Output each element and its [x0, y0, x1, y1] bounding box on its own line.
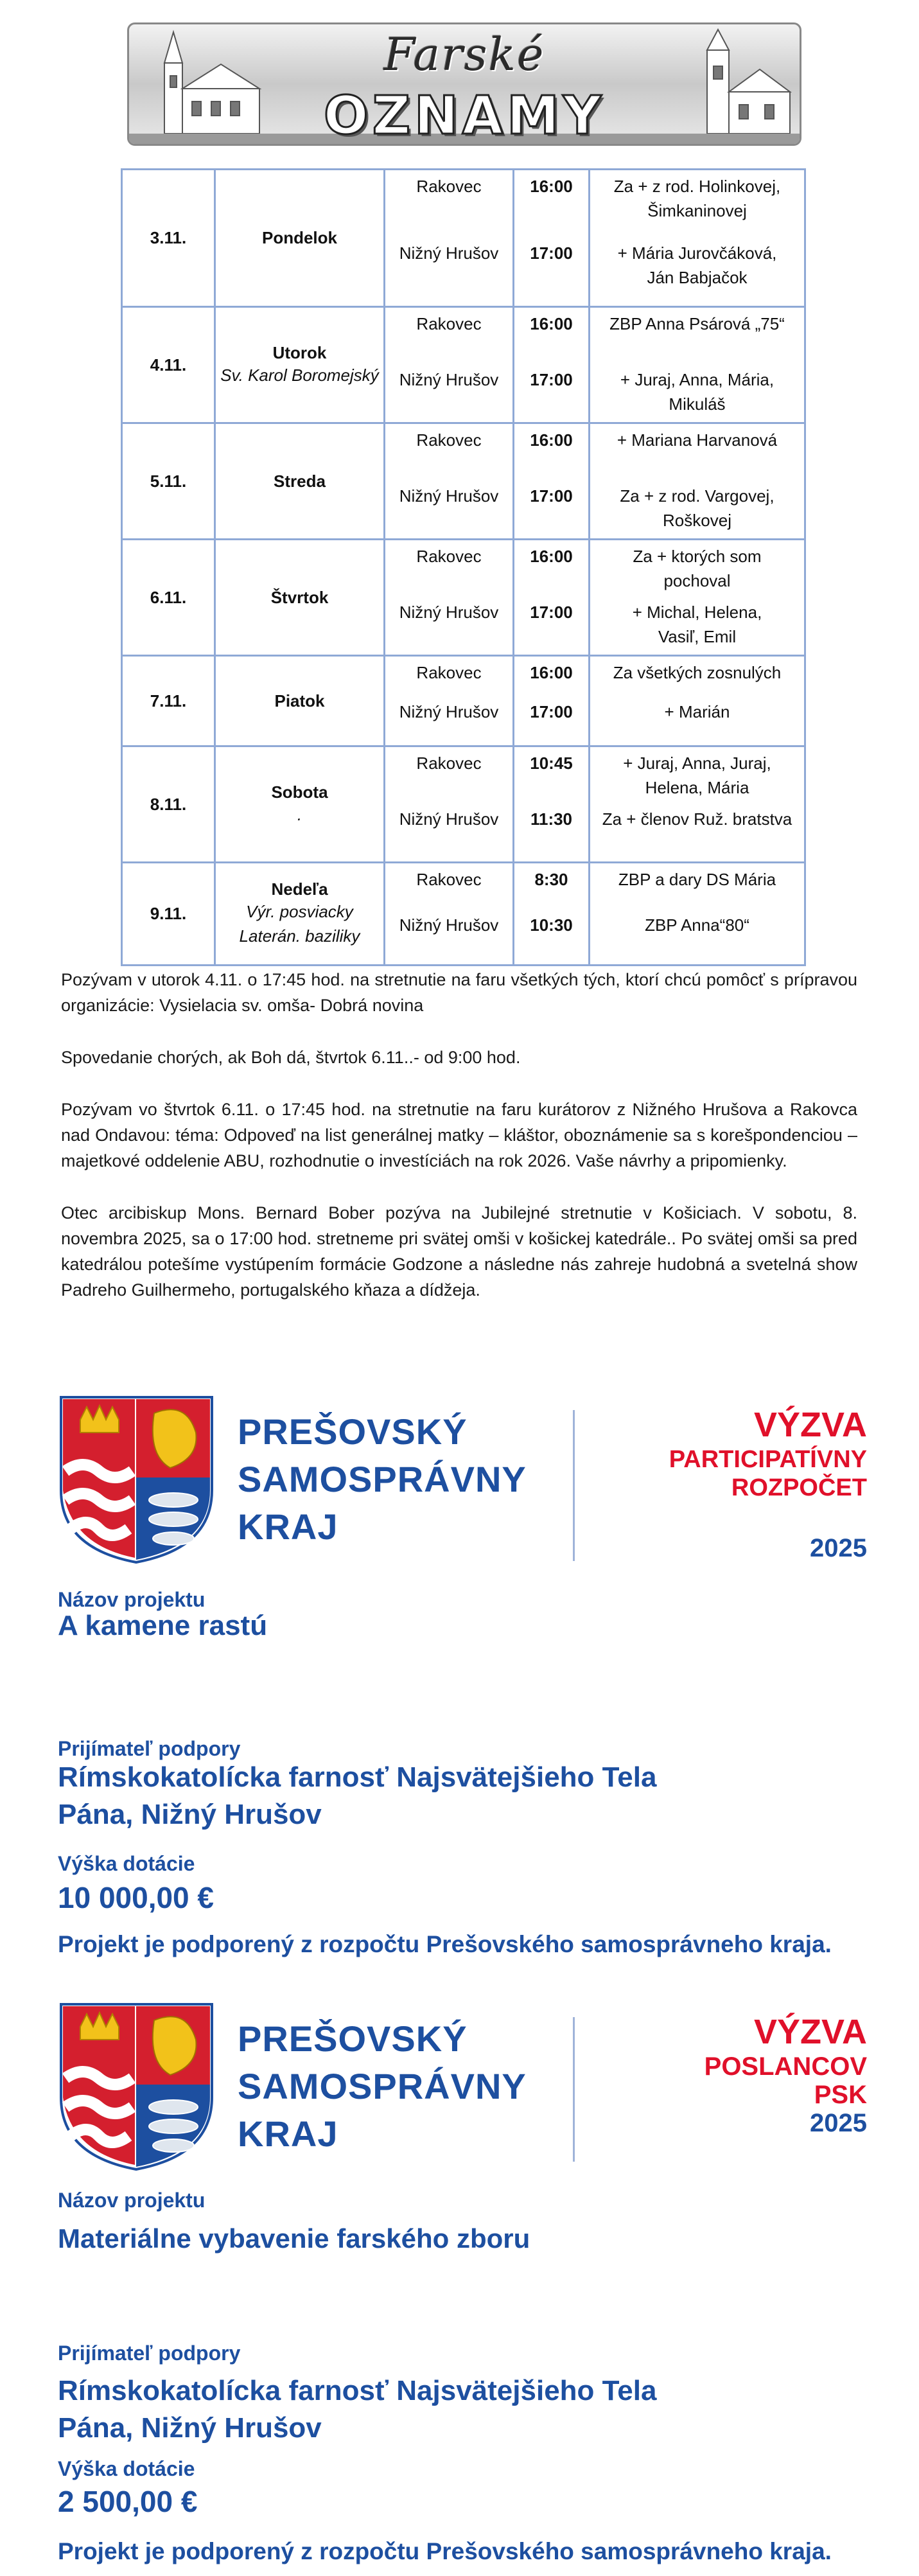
mass-intention: Za + z rod. Holinkovej, [613, 177, 781, 196]
banner-title: OZNAMY [323, 85, 606, 146]
call-year: 2025 [810, 2109, 867, 2137]
schedule-day [215, 170, 385, 307]
mass-intention: ZBP Anna Psárová „75“ [609, 314, 785, 333]
mass-place: Rakovec [416, 177, 482, 196]
schedule-day [215, 423, 385, 540]
call-subtype: ROZPOČET [731, 1474, 867, 1501]
schedule-row [122, 746, 805, 863]
grant-amount: 10 000,00 € [58, 1881, 214, 1914]
schedule-row [122, 170, 805, 307]
mass-intention-cell [590, 540, 805, 656]
mass-time: 16:00 [530, 430, 573, 450]
mass-schedule-table [121, 168, 806, 966]
mass-intention: + Juraj, Anna, Juraj, [623, 754, 771, 773]
funding-note: Projekt je podporený z rozpočtu Prešovského samosprávneho kraja. [58, 1931, 832, 1957]
day-name: Pondelok [261, 228, 337, 247]
mass-intention: + Juraj, Anna, Mária, [620, 370, 775, 389]
mass-intention: + Michal, Helena, [632, 603, 762, 622]
amount-label: Výška dotácie [58, 2457, 195, 2480]
grant-block-deputies [58, 2001, 867, 2573]
amount-label: Výška dotácie [58, 1852, 195, 1875]
project-label: Názov projektu [58, 1588, 206, 1611]
recipient-name: Rímskokatolícka farnosť Najsvätejšieho Tela Pána, Nižný Hrušov [58, 1761, 657, 1830]
header-banner [127, 22, 801, 146]
psk-coat-of-arms-icon [58, 2001, 215, 2171]
day-name: Sobota [271, 782, 328, 802]
mass-time-cell [514, 863, 590, 966]
schedule-date: 5.11. [122, 423, 215, 540]
announcement-2: Spovedanie chorých, ak Boh dá, štvrtok 6.11..- od 9:00 hod. [61, 1048, 521, 1067]
project-name: A kamene rastú [58, 1610, 268, 1641]
mass-place-cell [385, 863, 514, 966]
project-name: Materiálne vybavenie farského zboru [58, 2223, 530, 2254]
recipient-name: Rímskokatolícka farnosť Najsvätejšieho Tela Pána, Nižný Hrušov [58, 2375, 657, 2444]
day-name: Piatok [274, 691, 325, 710]
psk-coat-of-arms-icon [58, 1394, 215, 1564]
schedule-row [122, 656, 805, 746]
schedule-date: 8.11. [122, 746, 215, 863]
mass-time: 16:00 [530, 177, 573, 196]
announcement-1: Pozývam v utorok 4.11. o 17:45 hod. na stretnutie na faru všetkých tých, ktorí chcú pomôcť s prípravou organizácie: Vysielacia sv. omša- Dobrá novina [61, 970, 857, 1015]
recipient-label: Prijímateľ podpory [58, 2342, 241, 2365]
schedule-date: 9.11. [122, 863, 215, 966]
mass-time: 17:00 [530, 486, 573, 506]
mass-intention: Za + z rod. Vargovej, [620, 486, 775, 506]
funding-note: Projekt je podporený z rozpočtu Prešovského samosprávneho kraja. [58, 2538, 832, 2564]
mass-time: 10:30 [530, 915, 573, 935]
mass-time-cell [514, 307, 590, 423]
call-title: VÝZVA [753, 1406, 867, 1444]
mass-time: 17:00 [530, 370, 573, 389]
mass-time: 17:00 [530, 603, 573, 622]
schedule-date: 6.11. [122, 540, 215, 656]
mass-intention: Za všetkých zosnulých [613, 663, 782, 682]
schedule-row [122, 863, 805, 966]
mass-time-cell [514, 170, 590, 307]
mass-intention: Mikuláš [669, 394, 726, 414]
mass-intention-cell [590, 746, 805, 863]
mass-intention: Vasiľ, Emil [658, 627, 737, 646]
schedule-row [122, 423, 805, 540]
schedule-row [122, 540, 805, 656]
mass-place: Rakovec [416, 547, 482, 566]
mass-place: Rakovec [416, 663, 482, 682]
day-feast: Sv. Karol Boromejský [220, 365, 379, 385]
schedule-day [215, 656, 385, 746]
psk-region-name: PREŠOVSKÝ SAMOSPRÁVNY KRAJ [238, 2018, 527, 2154]
divider [573, 2017, 575, 2162]
mass-intention: ZBP Anna“80“ [645, 915, 749, 935]
mass-intention: Za + členov Ruž. bratstva [602, 809, 792, 829]
mass-place: Nižný Hrušov [399, 243, 499, 263]
mass-time-cell [514, 540, 590, 656]
mass-time-cell [514, 746, 590, 863]
mass-intention: Za + ktorých som [633, 547, 762, 566]
mass-place-cell [385, 423, 514, 540]
mass-place: Nižný Hrušov [399, 370, 499, 389]
banner-title-script: Farské [383, 28, 545, 81]
mass-intention: Ján Babjačok [647, 268, 748, 287]
mass-time-cell [514, 656, 590, 746]
mass-time-cell [514, 423, 590, 540]
recipient-label: Prijímateľ podpory [58, 1737, 241, 1760]
call-type: POSLANCOV [704, 2052, 867, 2081]
mass-intention: Roškovej [663, 511, 731, 530]
mass-time: 10:45 [530, 754, 573, 773]
schedule-day [215, 540, 385, 656]
call-year: 2025 [810, 1534, 867, 1562]
day-name: Nedeľa [271, 879, 328, 899]
mass-place-cell [385, 307, 514, 423]
schedule-row [122, 307, 805, 423]
mass-intention-cell [590, 656, 805, 746]
mass-intention: + Marián [664, 702, 730, 721]
mass-intention-cell [590, 307, 805, 423]
mass-intention-cell [590, 863, 805, 966]
psk-region-name: PREŠOVSKÝ SAMOSPRÁVNY KRAJ [238, 1411, 527, 1547]
mass-intention: pochoval [663, 571, 731, 590]
mass-time: 17:00 [530, 243, 573, 263]
announcement-3: Pozývam vo štvrtok 6.11. o 17:45 hod. na stretnutie na faru kurátorov z Nižného Hrušova a Rakovca nad Ondavou: téma: Odpoveď na list generálnej matky – kláštor, oboznámenie sa s korešpondenciou – majetkové oddelenie ABU, rozhodnutie o investíciách na rok 2026. Vaše návrhy a pripomienky. [61, 1100, 857, 1170]
day-feast: . [297, 804, 302, 824]
schedule-date: 4.11. [122, 307, 215, 423]
call-title: VÝZVA [753, 2013, 867, 2051]
day-feast: Výr. posviacky Laterán. baziliky [239, 902, 360, 946]
mass-intention-cell [590, 170, 805, 307]
mass-intention-cell [590, 423, 805, 540]
day-name: Streda [274, 471, 326, 491]
mass-place: Nižný Hrušov [399, 915, 499, 935]
mass-place: Rakovec [416, 430, 482, 450]
mass-place-cell [385, 540, 514, 656]
mass-intention: + Mária Jurovčáková, [617, 243, 777, 263]
day-name: Utorok [272, 342, 327, 362]
mass-intention: ZBP a dary DS Mária [618, 870, 776, 889]
divider [573, 1410, 575, 1561]
call-subtype: PSK [814, 2081, 867, 2109]
schedule-day [215, 746, 385, 863]
mass-intention: Šimkaninovej [647, 201, 747, 220]
project-label: Názov projektu [58, 2189, 206, 2212]
mass-place-cell [385, 746, 514, 863]
mass-place: Nižný Hrušov [399, 809, 499, 829]
schedule-date: 3.11. [122, 170, 215, 307]
mass-place: Rakovec [416, 314, 482, 333]
mass-time: 8:30 [534, 870, 568, 889]
mass-time: 17:00 [530, 702, 573, 721]
mass-place: Rakovec [416, 870, 482, 889]
mass-place: Nižný Hrušov [399, 486, 499, 506]
day-name: Štvrtok [270, 587, 329, 607]
schedule-date: 7.11. [122, 656, 215, 746]
schedule-day [215, 307, 385, 423]
mass-place: Nižný Hrušov [399, 702, 499, 721]
mass-place-cell [385, 170, 514, 307]
mass-intention: + Mariana Harvanová [617, 430, 778, 450]
mass-place-cell [385, 656, 514, 746]
announcement-4: Otec arcibiskup Mons. Bernard Bober pozýva na Jubilejné stretnutie v Košiciach. V sobotu, 8. novembra 2025, sa o 17:00 hod. stretneme pri svätej omši v košickej katedrále.. Po svätej omši sa pred katedrálou potešíme vystúpením formácie Godzone a následne nás zahreje hudobná a svetelná show Padreho Guilhermeho, portugalského kňaza a dídžeja. [61, 1203, 857, 1300]
mass-time: 16:00 [530, 547, 573, 566]
mass-time: 16:00 [530, 314, 573, 333]
call-type: PARTICIPATÍVNY [669, 1446, 867, 1473]
mass-time: 11:30 [530, 809, 573, 829]
mass-intention: Helena, Mária [645, 778, 749, 797]
mass-place: Rakovec [416, 754, 482, 773]
grant-amount: 2 500,00 € [58, 2485, 198, 2518]
schedule-day [215, 863, 385, 966]
mass-time: 16:00 [530, 663, 573, 682]
grant-block-participative [58, 1394, 867, 1966]
mass-place: Nižný Hrušov [399, 603, 499, 622]
